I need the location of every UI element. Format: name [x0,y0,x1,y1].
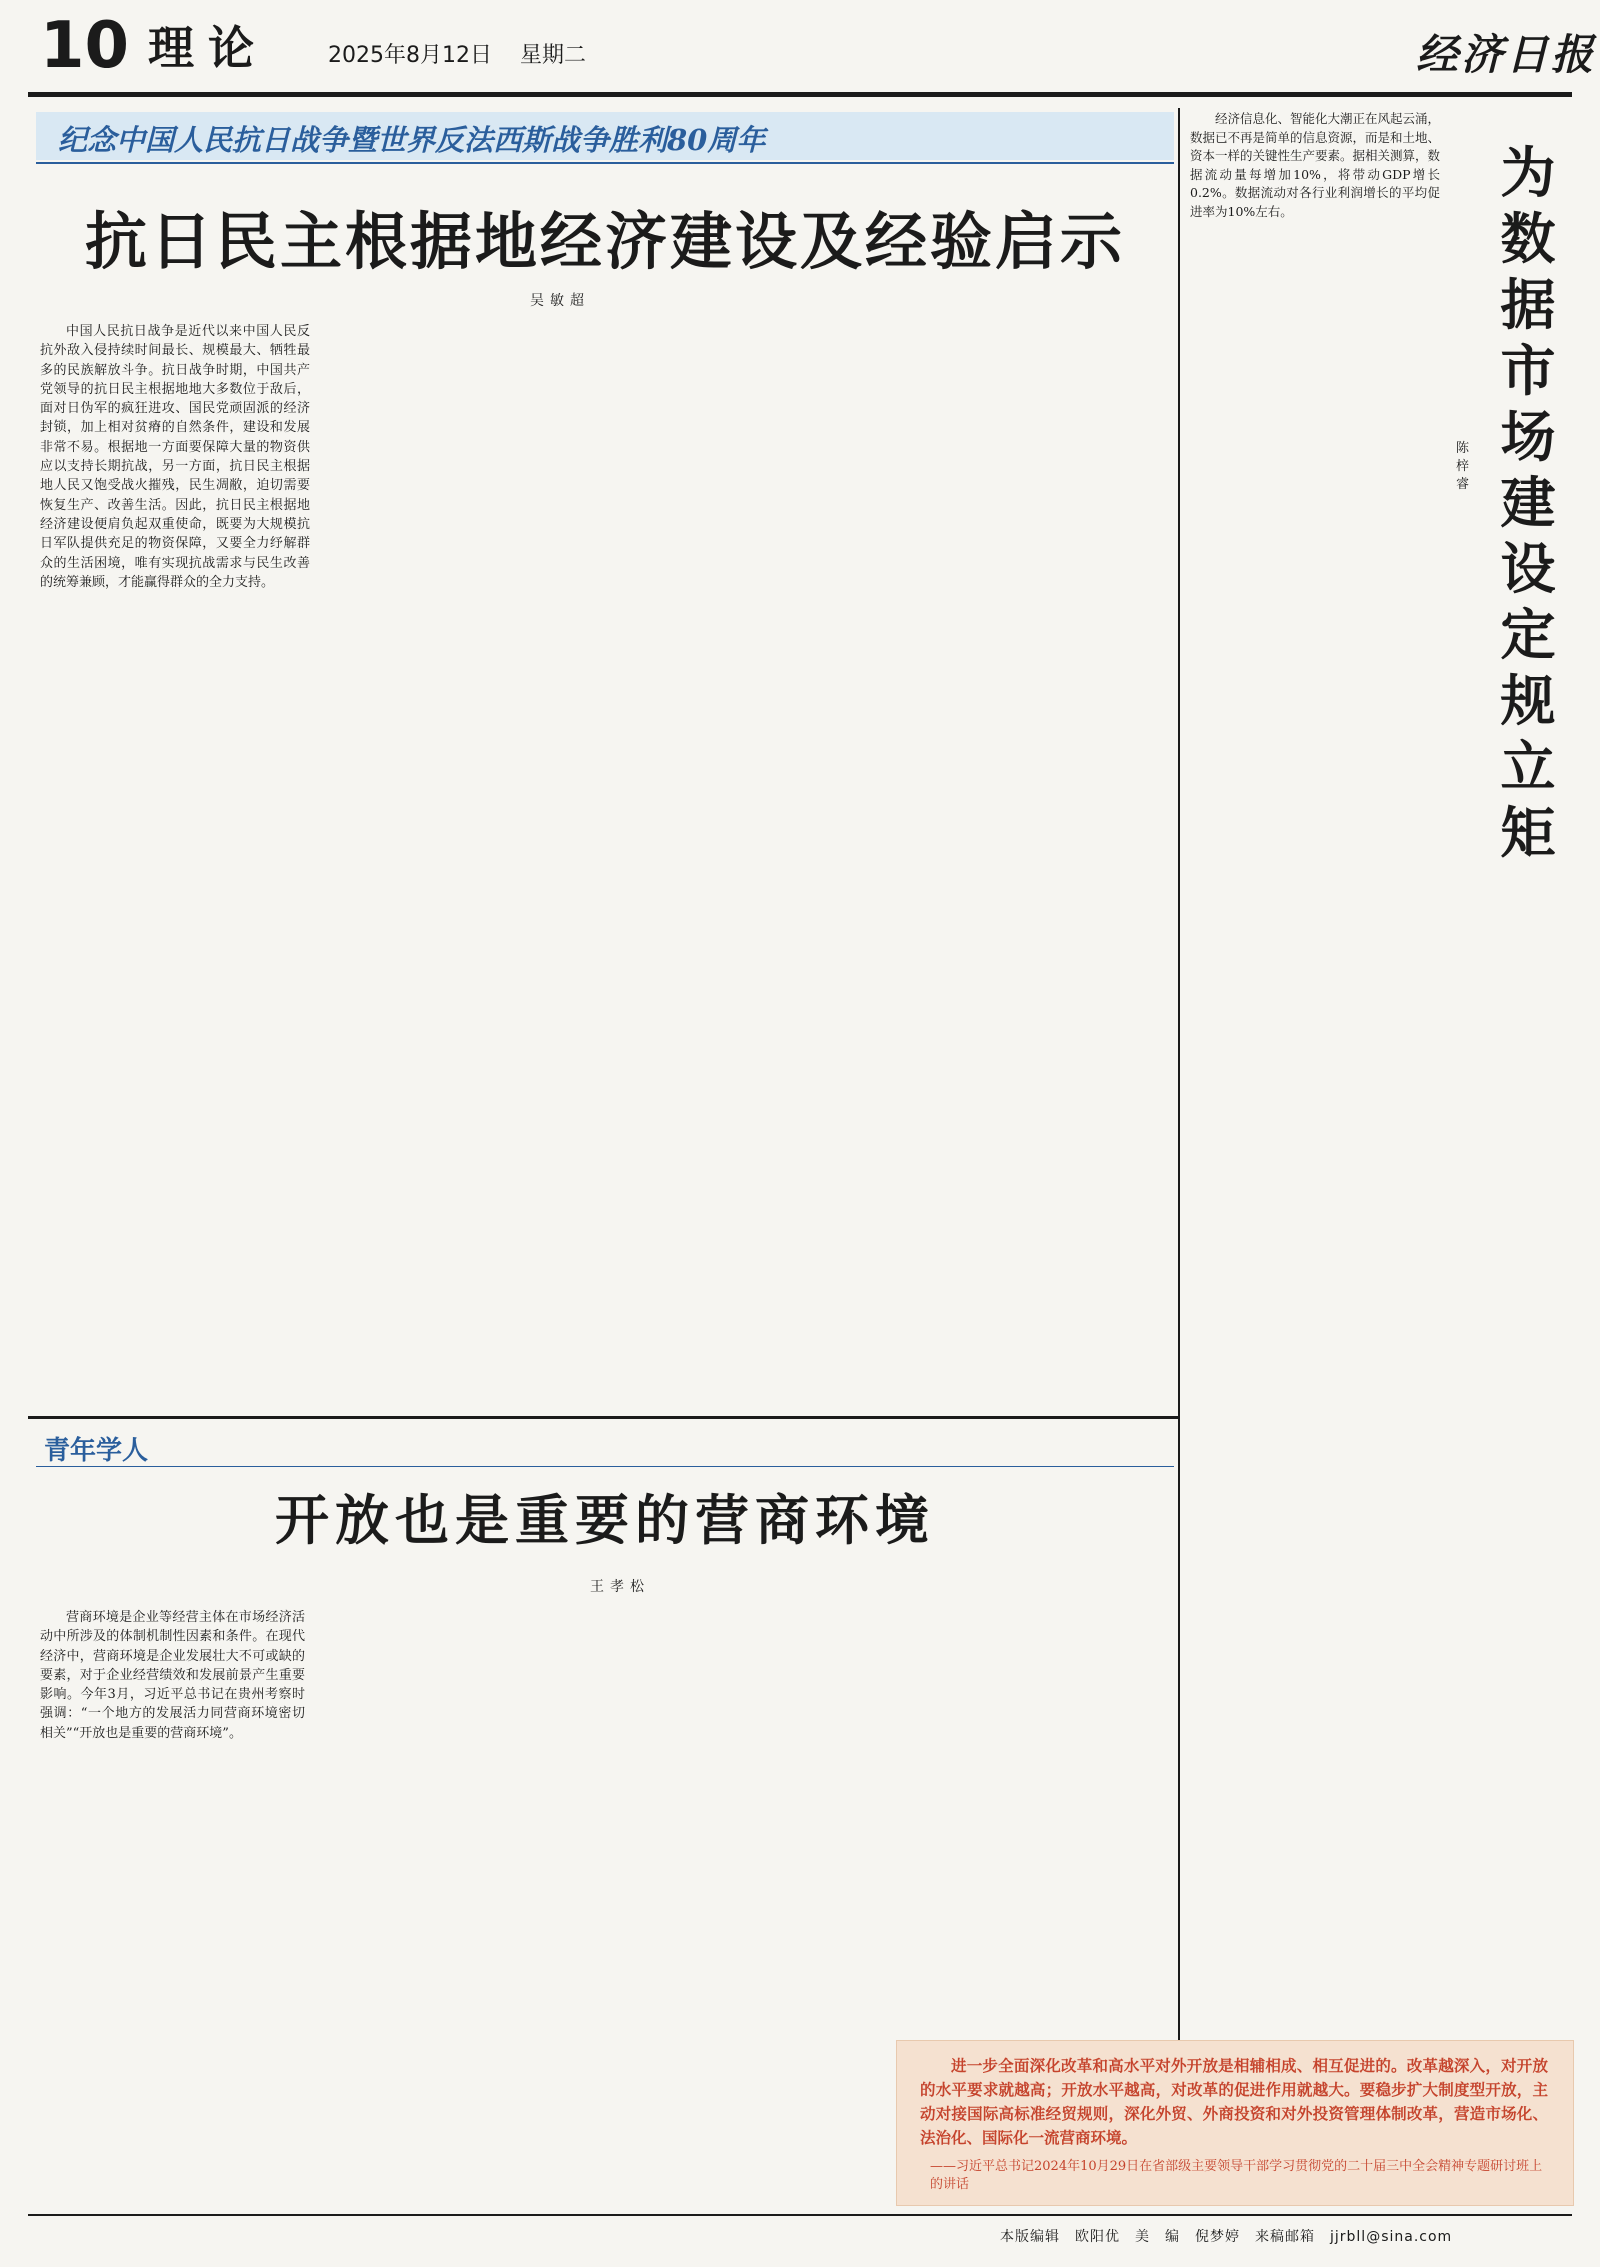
feature-byline: 吴敏超 [530,293,590,309]
article2-headline: 开放也是重要的营商环境 [275,1488,935,1552]
weekday: 星期二 [519,43,586,68]
date-value: 2025年8月12日 [328,43,492,68]
column-tag-underline [36,1466,1174,1467]
side-headline: 为数据市场建设定规立矩 [1500,140,1556,865]
quote-text: 进一步全面深化改革和高水平对外开放是相辅相成、相互促进的。改革越深入，对开放的水平要求就越高；开放水平越高，对改革的促进作用就越大。要稳步扩大制度型开放，主动对接国际高标准经贸规则，深化外贸、外商投资和对外投资管理体制改革，营造市场化、法治化、国际化一流营商环境。 [920,2056,1548,2147]
anniversary-banner-text: 纪念中国人民抗日战争暨世界反法西斯战争胜利80周年 [58,123,766,157]
newspaper-logo: 经济日报 [1416,30,1597,79]
feature-col1-paragraph: 中国人民抗日战争是近代以来中国人民反抗外敌入侵持续时间最长、规模最大、牺牲最多的民族解放斗争。抗日战争时期，中国共产党领导的抗日民主根据地地大多数位于敌后，面对日伪军的疯狂进攻、国民党顽固派的经济封锁，加上相对贫瘠的自然条件，建设和发展非常不易。根据地一方面要保障大量的物资供应以支持长期抗战，另一方面，抗日民主根据地人民又饱受战火摧残，民生凋敝，迫切需要恢复生产、改善生活。因此，抗日民主根据地经济建设便肩负起双重使命，既要为大规模抗日军队提供充足的物资保障，又要全力纾解群众的生活困境，唯有实现抗战需求与民生改善的统筹兼顾，才能赢得群众的全力支持。 [40,324,310,590]
header-rule [28,92,1572,97]
section-divider [28,1416,1178,1419]
section-name: 理论 [148,21,268,75]
footer-rule [28,2214,1572,2216]
feature-headline: 抗日民主根据地经济建设及经验启示 [84,205,1125,278]
side-paragraph: 经济信息化、智能化大潮正在风起云涌，数据已不再是简单的信息资源，而是和土地、资本一样的关键性生产要素。据相关测算，数据流动量每增加10%，将带动GDP增长0.2%。数据流动对各行业利润增长的平均促进率为10%左右。 [1190,111,1441,219]
article2-col1-paragraph: 营商环境是企业等经营主体在市场经济活动中所涉及的体制机制性因素和条件。在现代经济中，营商环境是企业发展壮大不可或缺的要素，对于企业经营绩效和发展前景产生重要影响。今年3月，习近平总书记在贵州考察时强调：“一个地方的发展活力同营商环境密切相关”“开放也是重要的营商环境”。 [40,1610,305,1741]
article2-byline: 王孝松 [590,1579,650,1595]
column-divider [1178,108,1180,2188]
issue-date [328,38,586,69]
side-byline: 陈梓睿 [1456,441,1470,492]
quote-source: ——习近平总书记2024年10月29日在省部级主要领导干部学习贯彻党的二十届三中全会精神专题研讨班上的讲话 [930,2159,1543,2192]
editor-credits: 本版编辑 欧阳优 美 编 倪梦婷 来稿邮箱 jjrbll@sina.com [1000,2229,1453,2245]
page-number: 10 [40,9,130,83]
column-tag: 青年学人 [44,1436,149,1466]
banner-underline [36,162,1174,164]
